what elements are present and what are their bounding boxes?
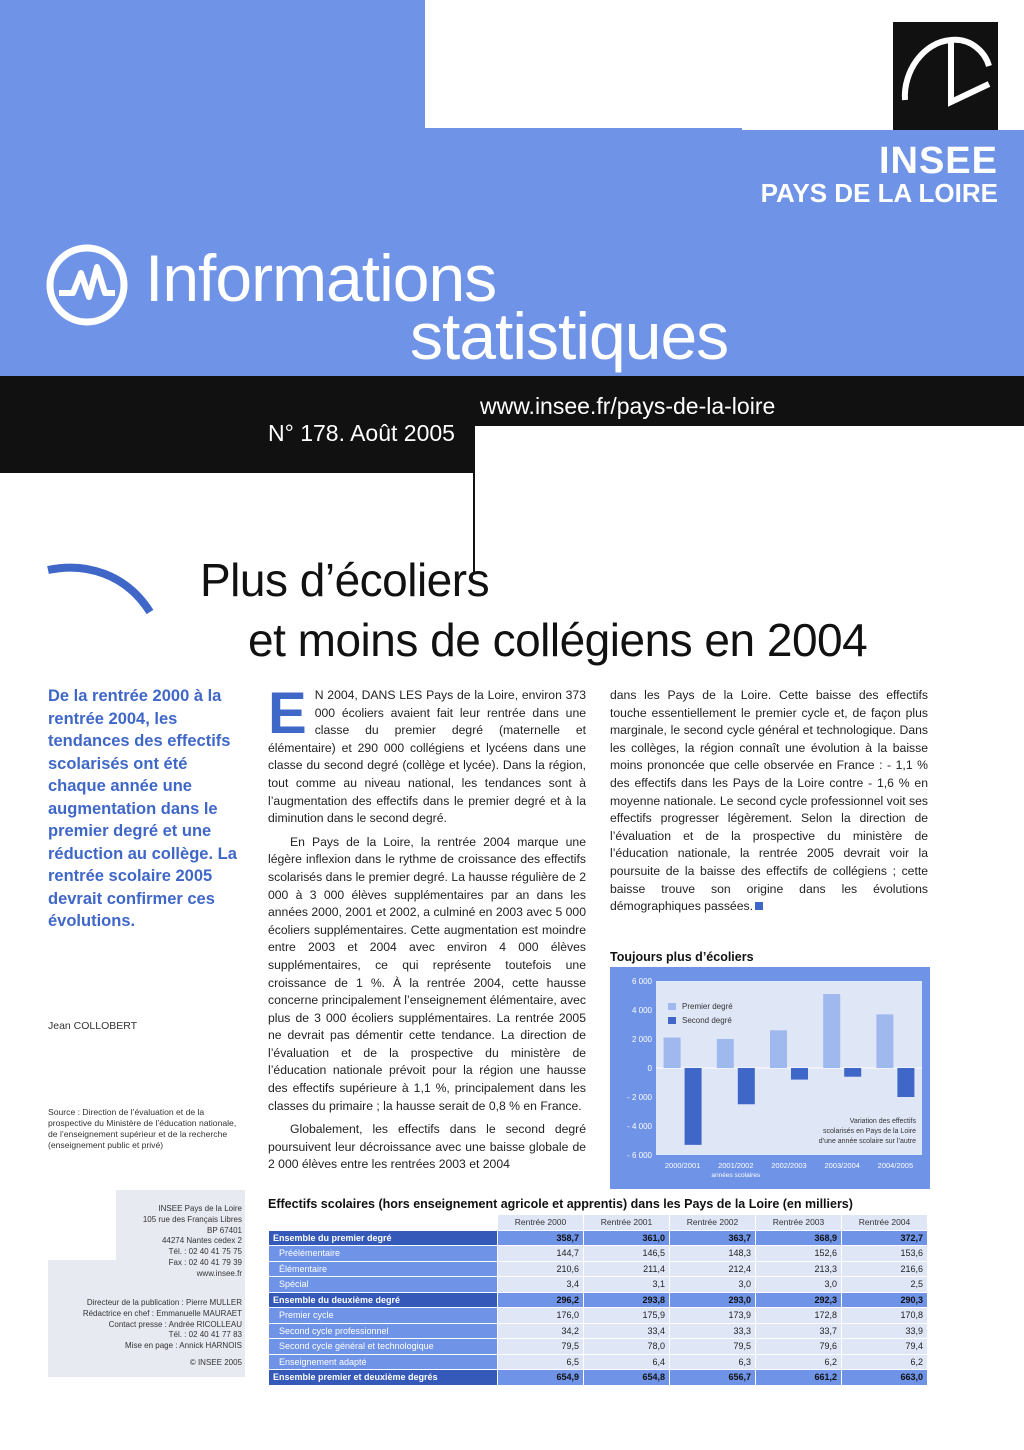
table-cell: 175,9 — [584, 1308, 670, 1324]
table-row-label: Enseignement adapté — [269, 1354, 498, 1370]
table-cell: 34,2 — [498, 1323, 584, 1339]
table-row-label: Premier cycle — [269, 1308, 498, 1324]
author-name: Jean COLLOBERT — [48, 1020, 138, 1032]
chart-bar — [791, 1068, 808, 1080]
table-cell: 173,9 — [670, 1308, 756, 1324]
chart-bar — [844, 1068, 861, 1077]
table-cell: 6,3 — [670, 1354, 756, 1370]
table-row — [269, 1230, 928, 1246]
chart-bar — [770, 1030, 787, 1068]
table-row-label: Second cycle professionnel — [269, 1323, 498, 1339]
paragraph-3: Globalement, les effectifs dans le second degré poursuivent leur décroissance avec une baisse globale de 2 000 élèves entre les rentrées 2003 et 2004 — [268, 1122, 586, 1172]
table-cell: 79,6 — [756, 1339, 842, 1355]
table-row-label: Élémentaire — [269, 1261, 498, 1277]
table-row-label: Ensemble premier et deuxième degrés — [269, 1370, 498, 1386]
paragraph-4-text: dans les Pays de la Loire. Cette baisse des effectifs touche essentiellement le premier cycle et, de façon plus marginale, le second cycle général et technologique. Dans les collèges, la région connaît une évolution à la baisse moins prononcée que celle observée en France : - 1,1 % des effectifs dans les Pays de la Loire contre - 1,6 % en moyenne nationale. Le second cycle professionnel voit ses effectifs progresser légèrement. Selon la direction de l’évaluation et de la prospective du ministère de l’éducation nationale, la rentrée 2005 devrait voir la poursuite de la baisse des effectifs de collégiens ; cette baisse trouve son origine dans les évolutions démographiques passées. — [610, 688, 928, 914]
table-cell: 6,2 — [842, 1354, 928, 1370]
copyright: © INSEE 2005 — [189, 1358, 242, 1367]
chart-bar — [897, 1068, 914, 1097]
table-cell: 363,7 — [670, 1230, 756, 1246]
table-cell: 146,5 — [584, 1246, 670, 1262]
table-cell: 3,1 — [584, 1277, 670, 1293]
publisher-address: INSEE Pays de la Loire 105 rue des Français Libres BP 67401 44274 Nantes cedex 2 Tél. : 02 40 41 75 75 Fax : 02 40 41 79 39 www.insee.fr — [142, 1204, 242, 1278]
region-name: PAYS DE LA LOIRE — [760, 178, 998, 208]
table-cell: 663,0 — [842, 1370, 928, 1386]
table-header-3: Rentrée 2003 — [756, 1215, 842, 1231]
table-row — [269, 1292, 928, 1308]
source-note: Source : Direction de l’évaluation et de la prospective du Ministère de l’éducation nationale, de l’enseignement supérieur et de la recherche (enseignement public et privé) — [48, 1107, 237, 1150]
table-cell: 33,9 — [842, 1323, 928, 1339]
table-cell: 368,9 — [756, 1230, 842, 1246]
chart-legend-label: Premier degré — [682, 1002, 733, 1011]
table-cell: 2,5 — [842, 1277, 928, 1293]
chart-bar — [823, 994, 840, 1068]
chart-legend-label: Second degré — [682, 1016, 732, 1025]
chart-annotation: d’une année scolaire sur l’autre — [818, 1138, 916, 1145]
table-cell: 293,0 — [670, 1292, 756, 1308]
table-cell: 172,8 — [756, 1308, 842, 1324]
enrolment-table — [268, 1214, 928, 1386]
table-cell: 358,7 — [498, 1230, 584, 1246]
table-row — [269, 1370, 928, 1386]
chart-bar — [738, 1068, 755, 1104]
table-row — [269, 1323, 928, 1339]
table-cell: 6,4 — [584, 1354, 670, 1370]
article-title-line-1: Plus d’écoliers — [200, 554, 490, 606]
table-row — [269, 1246, 928, 1262]
table-row-label: Spécial — [269, 1277, 498, 1293]
chart-x-tick-label: 2000/2001 — [664, 1161, 701, 1170]
paragraph-1 — [268, 681, 586, 828]
insee-logo-icon — [893, 22, 998, 130]
table-cell: 6,2 — [756, 1354, 842, 1370]
chart-title: Toujours plus d’écoliers — [610, 950, 754, 964]
table-row-label: Ensemble du premier degré — [269, 1230, 498, 1246]
table-cell: 296,2 — [498, 1292, 584, 1308]
table-row — [269, 1354, 928, 1370]
table-header-1: Rentrée 2001 — [584, 1215, 670, 1231]
table-cell: 211,4 — [584, 1261, 670, 1277]
informations-statistiques-logo-icon — [45, 243, 129, 327]
chart-legend-swatch — [668, 1003, 676, 1010]
chart-x-tick-label: 2004/2005 — [877, 1161, 914, 1170]
table-header-blank — [269, 1215, 498, 1231]
chart-y-tick-label: 2 000 — [631, 1035, 652, 1044]
table-cell: 372,7 — [842, 1230, 928, 1246]
body-column-2 — [610, 687, 928, 922]
table-cell: 153,6 — [842, 1246, 928, 1262]
table-row-label: Second cycle général et technologique — [269, 1339, 498, 1355]
table-header-2: Rentrée 2002 — [670, 1215, 756, 1231]
chart-legend-swatch — [668, 1017, 676, 1024]
publication-credits: Directeur de la publication : Pierre MULLER Rédactrice en chef : Emmanuelle MAURAET Contact presse : Andrée RICOLLEAU Tél. : 02 40 41 77 83 Mise en page : Annick HARNOIS — [82, 1298, 242, 1351]
table-row — [269, 1308, 928, 1324]
brand-word-informations: Informations — [145, 241, 497, 315]
table-cell: 290,3 — [842, 1292, 928, 1308]
table-header-row — [269, 1215, 928, 1231]
table-cell: 152,6 — [756, 1246, 842, 1262]
chart-y-tick-label: - 6 000 — [627, 1151, 652, 1160]
chart-y-tick-label: 4 000 — [631, 1006, 652, 1015]
table-title: Effectifs scolaires (hors enseignement agricole et apprentis) dans les Pays de la Loire (en milliers) — [268, 1197, 853, 1211]
table-cell: 656,7 — [670, 1370, 756, 1386]
table-cell: 176,0 — [498, 1308, 584, 1324]
table-row — [269, 1339, 928, 1355]
table-cell: 3,0 — [756, 1277, 842, 1293]
issue-number: N° 178. Août 2005 — [268, 420, 455, 446]
chart-y-tick-label: - 2 000 — [627, 1093, 652, 1102]
table-cell: 293,8 — [584, 1292, 670, 1308]
table-row — [269, 1277, 928, 1293]
decorative-arc-icon — [46, 560, 156, 620]
chart-x-tick-label: 2001/2002 — [718, 1161, 754, 1170]
vertical-rule — [473, 426, 475, 572]
table-cell: 213,3 — [756, 1261, 842, 1277]
table-cell: 33,3 — [670, 1323, 756, 1339]
insee-title: INSEE — [878, 140, 998, 182]
table-row-label: Ensemble du deuxième degré — [269, 1292, 498, 1308]
chart-annotation: scolarisés en Pays de la Loire — [823, 1128, 916, 1135]
table-header-0: Rentrée 2000 — [498, 1215, 584, 1231]
table-cell: 212,4 — [670, 1261, 756, 1277]
end-of-article-mark — [755, 902, 763, 910]
table-cell: 292,3 — [756, 1292, 842, 1308]
bar-chart — [610, 967, 930, 1189]
table-cell: 3,4 — [498, 1277, 584, 1293]
table-cell: 3,0 — [670, 1277, 756, 1293]
website-url: www.insee.fr/pays-de-la-loire — [480, 393, 776, 419]
table-header-4: Rentrée 2004 — [842, 1215, 928, 1231]
brand-word-statistiques: statistiques — [410, 299, 729, 373]
chart-y-tick-label: 0 — [647, 1064, 652, 1073]
table-cell: 79,4 — [842, 1339, 928, 1355]
table-cell: 144,7 — [498, 1246, 584, 1262]
table-row — [269, 1261, 928, 1277]
table-cell: 78,0 — [584, 1339, 670, 1355]
article-title-line-2: et moins de collégiens en 2004 — [248, 614, 868, 666]
table-cell: 6,5 — [498, 1354, 584, 1370]
chart-bar — [685, 1068, 702, 1145]
chart-x-tick-label: 2003/2004 — [824, 1161, 860, 1170]
paragraph-4 — [610, 687, 928, 916]
table-cell: 361,0 — [584, 1230, 670, 1246]
chart-x-axis-label: années scolaires — [711, 1172, 761, 1179]
chart-y-tick-label: 6 000 — [631, 977, 652, 986]
table-cell: 170,8 — [842, 1308, 928, 1324]
chart-annotation: Variation des effectifs — [849, 1118, 916, 1125]
table-cell: 79,5 — [670, 1339, 756, 1355]
table-row-label: Préélémentaire — [269, 1246, 498, 1262]
table-cell: 216,6 — [842, 1261, 928, 1277]
body-column-1 — [268, 681, 586, 1180]
chart-bar — [717, 1039, 734, 1068]
colophon-box — [48, 1190, 245, 1377]
table-cell: 33,4 — [584, 1323, 670, 1339]
drop-cap: E — [268, 681, 307, 746]
table-cell: 79,5 — [498, 1339, 584, 1355]
table-cell: 661,2 — [756, 1370, 842, 1386]
table-cell: 148,3 — [670, 1246, 756, 1262]
chart-x-tick-label: 2002/2003 — [771, 1161, 807, 1170]
chart-bar — [664, 1038, 681, 1068]
table-cell: 33,7 — [756, 1323, 842, 1339]
paragraph-2: En Pays de la Loire, la rentrée 2004 marque une légère inflexion dans le rythme de croissance des effectifs scolarisés dans le premier degré. La hausse régulière de 2 000 à 3 000 élèves supplémentaires par an dans les années 2000, 2001 et 2002, a culminé en 2003 avec 5 000 écoliers supplémentaires. Cette augmentation est moindre entre 2003 et 2004 avec environ 4 000 élèves supplémentaires, ce qui représente toutefois une croissance de 1 %. À la rentrée 2004, cette hausse concerne principalement l’enseignement élémentaire, avec plus de 3 000 écoliers supplémentaires. La rentrée 2005 ne devrait pas démentir cette tendance. La direction de l’évaluation et de la prospective du ministère de l’éducation nationale prévoit pour la région une hausse des effectifs supérieure à 1,1 %, principalement dans les classes du primaire ; la hausse serait de 0,8 % en France. — [268, 834, 586, 1113]
table-cell: 210,6 — [498, 1261, 584, 1277]
table-cell: 654,8 — [584, 1370, 670, 1386]
colophon-corner — [48, 1190, 116, 1260]
chart-bar — [876, 1014, 893, 1068]
chart-y-tick-label: - 4 000 — [627, 1122, 652, 1131]
table-cell: 654,9 — [498, 1370, 584, 1386]
paragraph-1-text: N 2004, DANS LES Pays de la Loire, environ 373 000 écoliers avaient fait leur rentrée dans une classe du premier degré (maternelle et élémentaire) et 290 000 collégiens et lycéens dans une classe du second degré (collège et lycée). Dans la région, tout comme au niveau national, les tendances sont à l’augmentation des effectifs dans le premier degré et à la diminution dans le second degré. — [268, 688, 586, 826]
lead-summary: De la rentrée 2000 à la rentrée 2004, les tendances des effectifs scolarisés ont été chaque année une augmentation dans le premier degré et une réduction au collège. La rentrée scolaire 2005 devrait confirmer ces évolutions. — [48, 687, 237, 930]
